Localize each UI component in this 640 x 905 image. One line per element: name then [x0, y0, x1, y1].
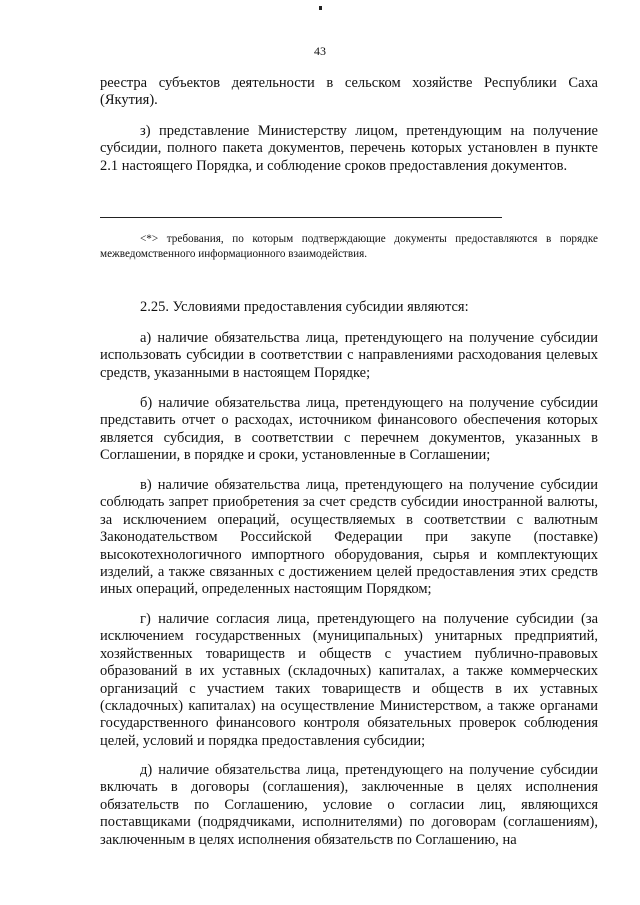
- condition-text: г) наличие согласия лица, претендующего на получение субсидии (за исключением государственных (муниципальных) унитарных предприятий, хозяйственных товариществ и обществ с участием публично-правовых образований в их уставных (складочных) капиталах, а также коммерческих организаций с участием таких товариществ и обществ в их уставных (складочных) капиталах) на осуществление Министерством, а также органами государственного финансового контроля обязательных проверок соблюдения целей, условий и порядка предоставления субсидии;: [100, 611, 598, 749]
- condition-text: а) наличие обязательства лица, претендующего на получение субсидии использовать субсидии в соответствии с направлениями расходования целевых средств, указанными в настоящем Порядке;: [100, 330, 598, 381]
- paragraph-text: реестра субъектов деятельности в сельском хозяйстве Республики Саха (Якутия).: [100, 75, 598, 109]
- condition-item-g: [100, 611, 598, 750]
- paragraph-continuation: [100, 75, 598, 110]
- section-heading-text: 2.25. Условиями предоставления субсидии являются:: [140, 299, 469, 315]
- paragraph-text: з) представление Министерству лицом, претендующим на получение субсидии, полного пакета документов, перечень которых установлен в пункте 2.1 настоящего Порядка, и соблюдение сроков предоставления документов.: [100, 123, 598, 174]
- condition-item-b: [100, 395, 598, 465]
- paragraph-z: [100, 123, 598, 175]
- condition-item-d: [100, 762, 598, 849]
- condition-text: б) наличие обязательства лица, претендующего на получение субсидии представить отчет о расходах, источником финансового обеспечения которых является субсидия, в соответствии с перечнем документов, указанных в Соглашении, в порядке и сроки, установленные в Соглашении;: [100, 395, 598, 464]
- condition-item-v: [100, 477, 598, 599]
- condition-text: в) наличие обязательства лица, претендующего на получение субсидии соблюдать запрет приобретения за счет средств субсидии иностранной валюты, за исключением операций, осуществляемых в соответствии с валютным Законодательством Российской Федерации при закупе (поставке) высокотехнологичного импортного оборудования, сырья и комплектующих изделий, а также связанных с достижением целей предоставления этих средств иных операций, определенных настоящим Порядком;: [100, 477, 598, 598]
- footnote-separator: [100, 217, 502, 218]
- footnote-text: <*> требования, по которым подтверждающие документы предоставляются в порядке межведомственного информационного взаимодействия.: [100, 233, 598, 260]
- footnote: [100, 232, 598, 262]
- page-number: 43: [314, 44, 326, 58]
- condition-text: д) наличие обязательства лица, претендующего на получение субсидии включать в договоры (соглашения), заключенные в целях исполнения обязательств по Соглашению, условие о согласии лиц, являющихся поставщиками (подрядчиками, исполнителями) по договорам (соглашениям), заключенным в целях исполнения обязательств по Соглашению, на: [100, 762, 598, 848]
- scan-speck: [319, 6, 322, 10]
- condition-item-a: [100, 330, 598, 382]
- section-heading: [100, 299, 598, 316]
